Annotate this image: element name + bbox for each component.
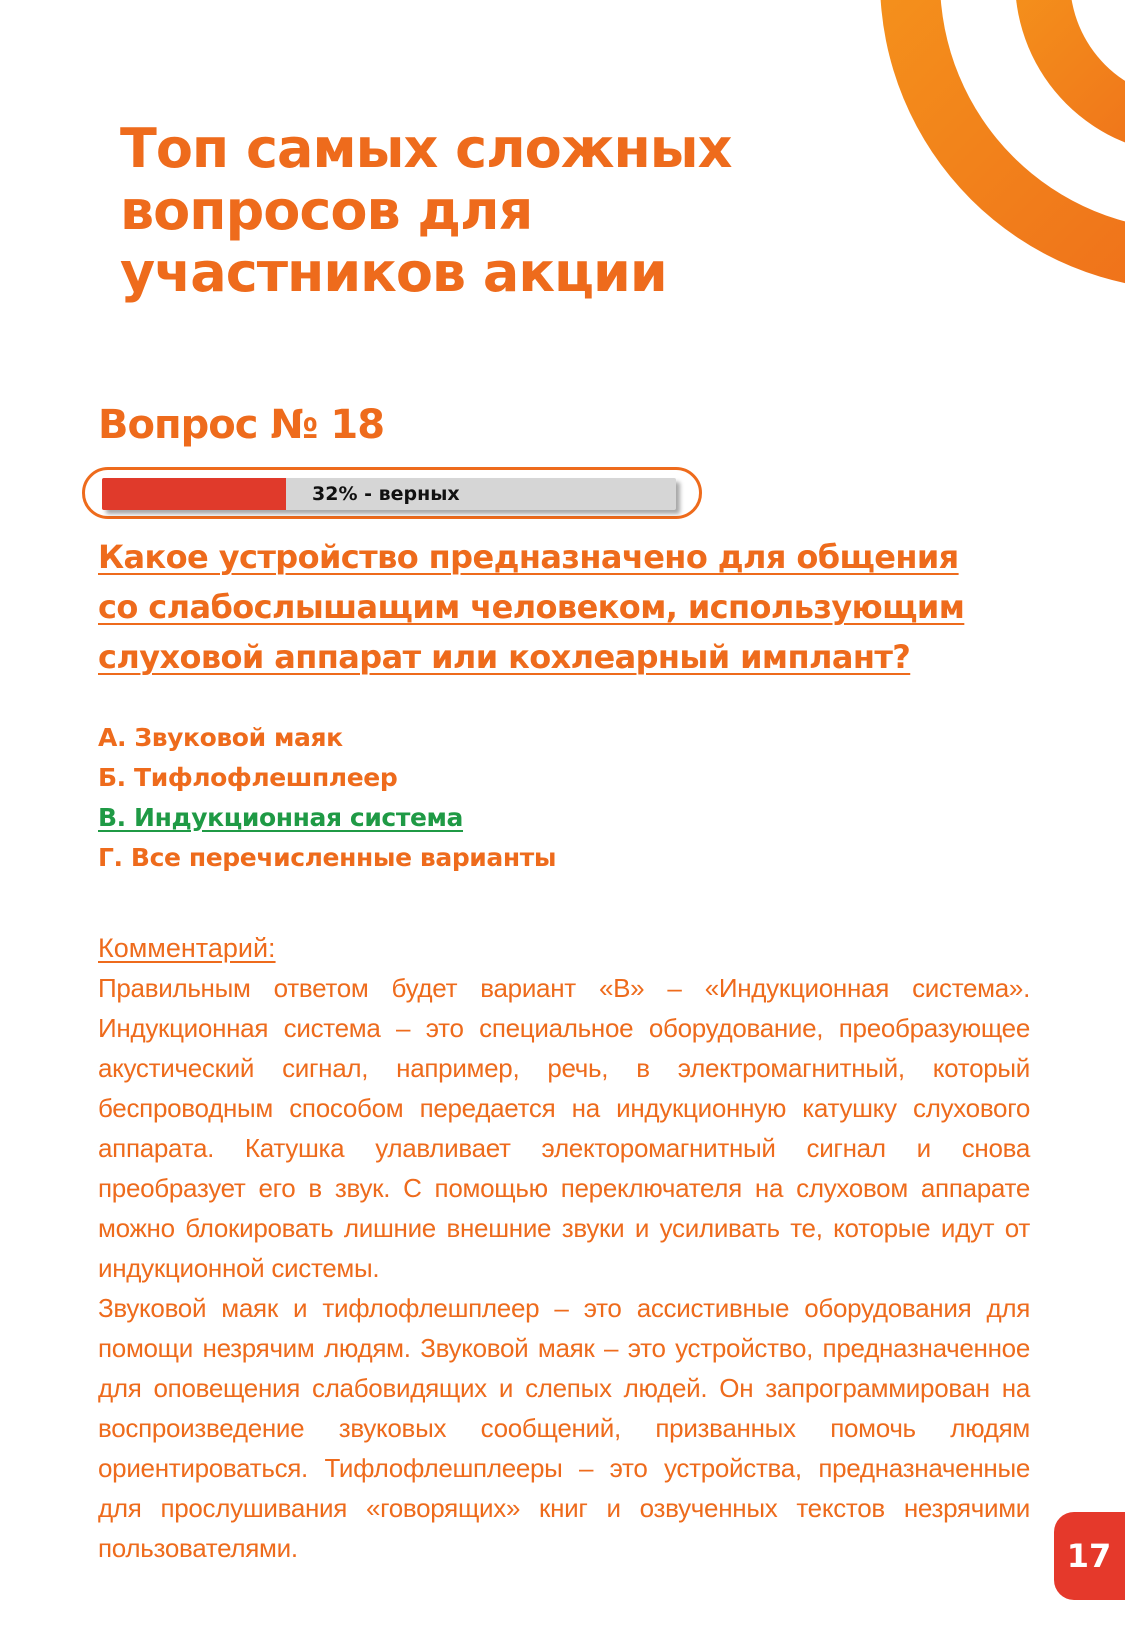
answer-option-c-correct: В. Индукционная система xyxy=(98,803,464,832)
answer-option-a: А. Звуковой маяк xyxy=(98,723,343,752)
comment-label: Комментарий: xyxy=(98,933,276,963)
progress-label: 32% - верных xyxy=(312,483,460,505)
question-text: Какое устройство предназначено для общения со слабослышащим человеком, использующим слуховой аппарат или кохлеарный имплант? xyxy=(98,538,965,676)
page-title xyxy=(120,118,820,304)
title-line: участников акции xyxy=(120,241,667,304)
comment-paragraph: Звуковой маяк и тифлофлешплеер – это ассистивные оборудования для помощи незрячим людям. Звуковой маяк – это устройство, предназначенное для оповещения слабовидящих и слепых людей. Он запрограммирован на воспроизведение звуковых сообщений, призванных помочь людям ориентироваться. Тифлофлешплееры – это устройства, предназначенные для прослушивания «говорящих» книг и озвученных текстов незрячими пользователями. xyxy=(98,1293,1030,1563)
page-number: 17 xyxy=(1066,1537,1112,1575)
answer-option-d: Г. Все перечисленные варианты xyxy=(98,843,557,872)
page-number-badge xyxy=(1054,1512,1125,1600)
progress-fill xyxy=(102,478,286,510)
correct-answers-progress xyxy=(82,467,702,519)
answer-options xyxy=(98,718,898,878)
progress-track xyxy=(102,478,676,510)
title-line: Топ самых сложных xyxy=(120,117,732,180)
question-number: Вопрос № 18 xyxy=(98,402,385,448)
title-line: вопросов для xyxy=(120,179,533,242)
comment-paragraph: Правильным ответом будет вариант «В» – «Индукционная система». Индукционная система – это специальное оборудование, преобразующее акустический сигнал, например, речь, в электромагнитный, который беспроводным способом передается на индукционную катушку слухового аппарата. Катушка улавливает электоромагнитный сигнал и снова преобразует его в звук. С помощью переключателя на слуховом аппарате можно блокировать лишние внешние звуки и усиливать те, которые идут от индукционной системы. xyxy=(98,973,1030,1283)
answer-option-b: Б. Тифлофлешплеер xyxy=(98,763,398,792)
comment-body xyxy=(98,968,1030,1568)
